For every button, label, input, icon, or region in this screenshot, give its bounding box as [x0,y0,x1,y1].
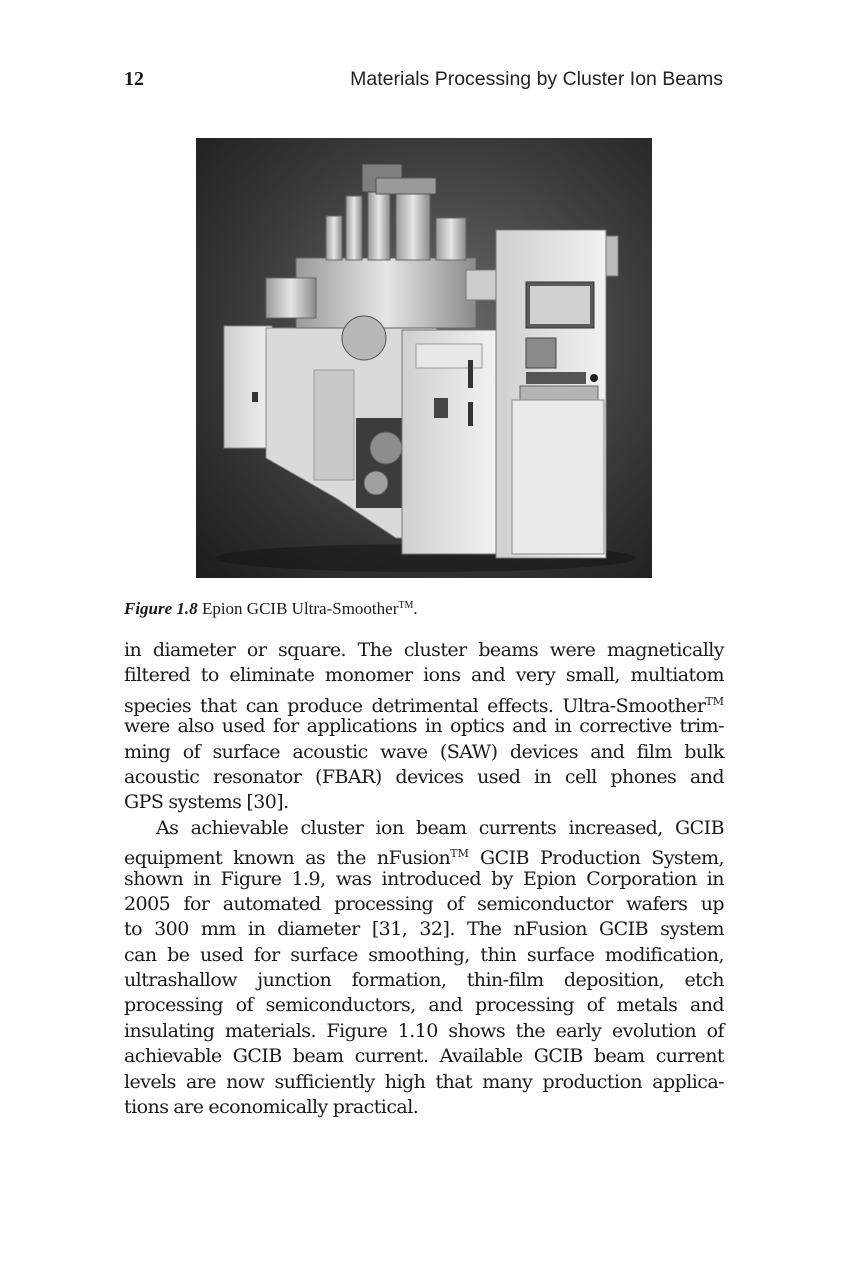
trademark-mark: TM [450,847,469,861]
text-segment: equipment known as the nFusion [124,847,451,870]
figure-label: Figure 1.8 [124,599,198,618]
text-line: in diameter or square. The cluster beams were magnetically [124,639,724,661]
text-line: ultrashallow junction formation, thin-film deposition, etch [124,969,724,992]
text-line: processing of semiconductors, and processing of metals and [124,994,724,1017]
text-line: shown in Figure 1.9, was introduced by Epion Corporation in [124,867,724,890]
text-line: achievable GCIB beam current. Available GCIB beam current [124,1045,724,1068]
text-line: tions are economically practical. [124,1096,419,1119]
text-line: GPS systems [30]. [124,791,289,814]
trademark-mark: TM [398,600,414,611]
text-segment: GCIB Production System, [468,847,724,870]
text-line: insulating materials. Figure 1.10 shows the early evolution of [124,1019,724,1042]
body-text [124,638,724,1120]
trademark-mark: TM [705,694,724,708]
text-line: ming of surface acoustic wave (SAW) devices and film bulk [124,740,724,763]
text-segment: species that can produce detrimental effects. Ultra-Smoother [124,694,706,717]
running-head-title: Materials Processing by Cluster Ion Beams [350,68,723,90]
text-line: acoustic resonator (FBAR) devices used in cell phones and [124,765,724,788]
text-line: were also used for applications in optics and in corrective trim- [124,715,724,738]
text-line: 2005 for automated processing of semiconductor wafers up [124,892,724,915]
figure-caption [124,599,418,619]
figure-caption-text: Epion GCIB Ultra-Smoother [201,599,399,618]
text-line [124,841,724,870]
page-number: 12 [124,68,144,90]
text-line: As achievable cluster ion beam currents increased, GCIB [156,816,724,839]
text-line: levels are now sufficiently high that many production applica- [124,1070,724,1093]
caption-period: . [413,599,418,618]
text-line [124,689,724,717]
figure-photo-gcib-ultra-smoother [196,138,652,578]
text-line: to 300 mm in diameter [31, 32]. The nFusion GCIB system [124,918,724,941]
text-line: can be used for surface smoothing, thin surface modification, [124,943,724,966]
text-line: filtered to eliminate monomer ions and very small, multiatom [124,664,724,687]
